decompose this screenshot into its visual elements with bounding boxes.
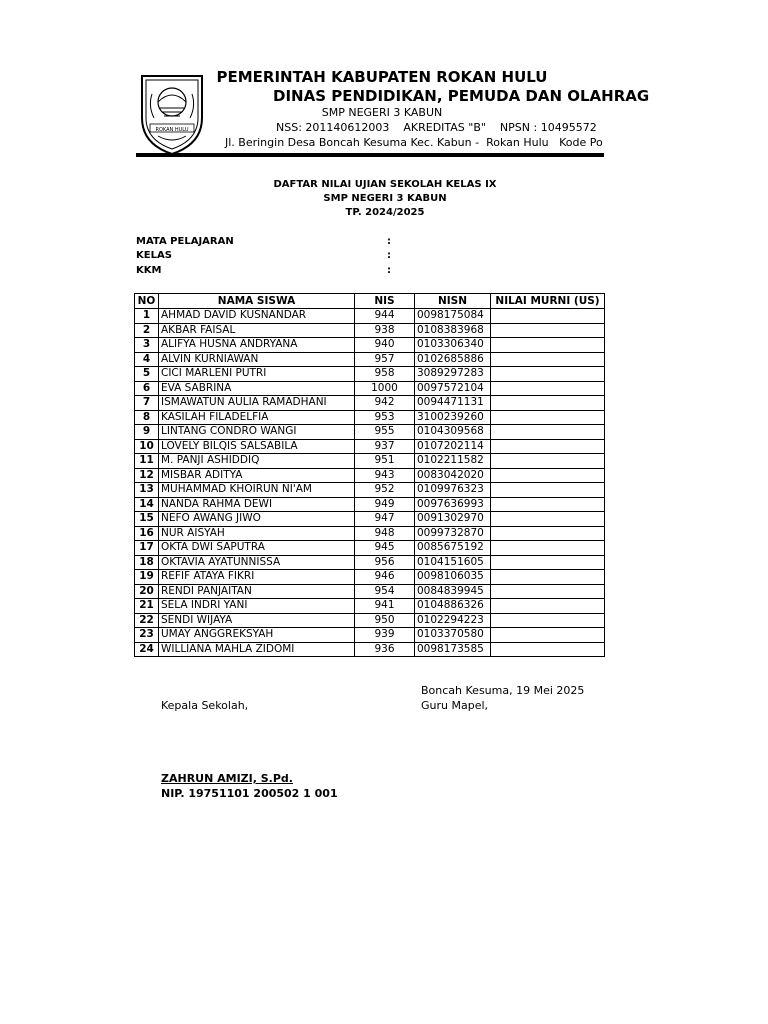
cell-nilai [491,613,605,628]
cell-nis: 937 [355,439,415,454]
cell-nisn: 0102211582 [415,454,491,469]
table-row [135,410,605,425]
table-row [135,381,605,396]
header-department: DINAS PENDIDIKAN, PEMUDA DAN OLAHRAG [273,87,650,105]
cell-nisn: 3100239260 [415,410,491,425]
cell-nis: 953 [355,410,415,425]
table-body [135,309,605,657]
cell-nama: LINTANG CONDRO WANGI [159,425,355,440]
table-row [135,526,605,541]
cell-nilai [491,338,605,353]
doc-subtitle-year: TP. 2024/2025 [345,207,425,218]
meta-kelas-colon: : [387,250,391,261]
cell-nama: WILLIANA MAHLA ZIDOMI [159,642,355,657]
table-row [135,454,605,469]
cell-no: 21 [135,599,159,614]
cell-nilai [491,628,605,643]
cell-nis: 939 [355,628,415,643]
cell-nisn: 0108383968 [415,323,491,338]
cell-nilai [491,396,605,411]
header-divider [136,153,604,157]
doc-title: DAFTAR NILAI UJIAN SEKOLAH KELAS IX [273,179,497,190]
cell-nis: 957 [355,352,415,367]
cell-no: 8 [135,410,159,425]
cell-nis: 955 [355,425,415,440]
cell-no: 6 [135,381,159,396]
table-row [135,497,605,512]
table-row [135,584,605,599]
cell-no: 4 [135,352,159,367]
table-row [135,309,605,324]
cell-nilai [491,352,605,367]
cell-nilai [491,497,605,512]
cell-no: 17 [135,541,159,556]
cell-nisn: 0103370580 [415,628,491,643]
cell-no: 10 [135,439,159,454]
meta-kkm-label: KKM [136,265,162,276]
cell-nis: 949 [355,497,415,512]
cell-nisn: 0091302970 [415,512,491,527]
cell-nisn: 0085675192 [415,541,491,556]
table-row [135,555,605,570]
cell-no: 16 [135,526,159,541]
cell-nisn: 0083042020 [415,468,491,483]
meta-mapel [136,236,391,247]
cell-nilai [491,541,605,556]
cell-no: 1 [135,309,159,324]
cell-nama: ALVIN KURNIAWAN [159,352,355,367]
cell-no: 3 [135,338,159,353]
cell-nisn: 0104309568 [415,425,491,440]
cell-nama: NEFO AWANG JIWO [159,512,355,527]
col-header-nilai: NILAI MURNI (US) [491,294,605,309]
cell-no: 13 [135,483,159,498]
table-row [135,599,605,614]
cell-no: 14 [135,497,159,512]
header-school: SMP NEGERI 3 KABUN [321,106,443,119]
cell-nis: 938 [355,323,415,338]
cell-nisn: 0097636993 [415,497,491,512]
cell-nilai [491,381,605,396]
table-row [135,642,605,657]
table-row [135,613,605,628]
cell-nama: REFIF ATAYA FIKRI [159,570,355,585]
cell-nilai [491,555,605,570]
cell-nisn: 0099732870 [415,526,491,541]
cell-no: 20 [135,584,159,599]
table-row [135,338,605,353]
cell-no: 2 [135,323,159,338]
cell-nisn: 0098173585 [415,642,491,657]
cell-nis: 940 [355,338,415,353]
meta-kelas [136,250,391,261]
cell-nilai [491,642,605,657]
cell-nilai [491,323,605,338]
cell-nis: 952 [355,483,415,498]
col-header-no: NO [135,294,159,309]
cell-nis: 936 [355,642,415,657]
meta-mapel-label: MATA PELAJARAN [136,236,234,247]
meta-mapel-colon: : [387,236,391,247]
cell-nilai [491,425,605,440]
cell-nama: NUR AISYAH [159,526,355,541]
cell-no: 24 [135,642,159,657]
cell-no: 15 [135,512,159,527]
table-row [135,541,605,556]
cell-no: 19 [135,570,159,585]
cell-nis: 1000 [355,381,415,396]
cell-nis: 951 [355,454,415,469]
principal-nip: NIP. 19751101 200502 1 001 [161,787,338,800]
table-row [135,439,605,454]
place-date: Boncah Kesuma, 19 Mei 2025 [421,684,585,697]
cell-nis: 945 [355,541,415,556]
meta-kkm [136,265,391,276]
table-row [135,512,605,527]
cell-nama: AKBAR FAISAL [159,323,355,338]
cell-nis: 950 [355,613,415,628]
cell-nisn: 0102685886 [415,352,491,367]
cell-no: 11 [135,454,159,469]
cell-nisn: 0109976323 [415,483,491,498]
table-row [135,396,605,411]
cell-nisn: 0097572104 [415,381,491,396]
cell-nama: AHMAD DAVID KUSNANDAR [159,309,355,324]
cell-nisn: 0104151605 [415,555,491,570]
cell-nilai [491,526,605,541]
cell-nama: ISMAWATUN AULIA RAMADHANI [159,396,355,411]
cell-nama: NANDA RAHMA DEWI [159,497,355,512]
cell-nilai [491,468,605,483]
meta-kelas-label: KELAS [136,250,172,261]
cell-nisn: 3089297283 [415,367,491,382]
cell-nama: SELA INDRI YANI [159,599,355,614]
meta-kkm-colon: : [387,265,391,276]
col-header-nis: NIS [355,294,415,309]
cell-nilai [491,454,605,469]
cell-no: 23 [135,628,159,643]
table-row [135,323,605,338]
cell-nisn: 0084839945 [415,584,491,599]
cell-nis: 944 [355,309,415,324]
cell-nama: MUHAMMAD KHOIRUN NI'AM [159,483,355,498]
table-row [135,367,605,382]
cell-nama: OKTAVIA AYATUNNISSA [159,555,355,570]
teacher-label: Guru Mapel, [421,699,489,712]
cell-nama: RENDI PANJAITAN [159,584,355,599]
cell-nilai [491,439,605,454]
cell-no: 5 [135,367,159,382]
cell-nama: OKTA DWI SAPUTRA [159,541,355,556]
cell-no: 22 [135,613,159,628]
cell-nisn: 0104886326 [415,599,491,614]
cell-nama: M. PANJI ASHIDDIQ [159,454,355,469]
cell-nis: 947 [355,512,415,527]
cell-nama: SENDI WIJAYA [159,613,355,628]
table-row [135,628,605,643]
cell-nilai [491,584,605,599]
cell-nis: 954 [355,584,415,599]
cell-nis: 958 [355,367,415,382]
principal-label: Kepala Sekolah, [161,699,249,712]
header-identifiers: NSS: 201140612003 AKREDITAS "B" NPSN : 10495572 [276,121,597,134]
cell-nama: KASILAH FILADELFIA [159,410,355,425]
principal-name: ZAHRUN AMIZI, S.Pd. [161,772,293,785]
cell-no: 7 [135,396,159,411]
cell-nama: UMAY ANGGREKSYAH [159,628,355,643]
col-header-nama: NAMA SISWA [159,294,355,309]
col-header-nisn: NISN [415,294,491,309]
cell-nilai [491,483,605,498]
cell-nilai [491,570,605,585]
cell-nama: MISBAR ADITYA [159,468,355,483]
table-row [135,468,605,483]
cell-nama: EVA SABRINA [159,381,355,396]
cell-nisn: 0098175084 [415,309,491,324]
cell-nilai [491,309,605,324]
cell-nisn: 0094471131 [415,396,491,411]
cell-nama: CICI MARLENI PUTRI [159,367,355,382]
cell-no: 9 [135,425,159,440]
cell-nilai [491,512,605,527]
header-address: Jl. Beringin Desa Boncah Kesuma Kec. Kabun - Rokan Hulu Kode Po [225,136,603,149]
cell-nisn: 0107202114 [415,439,491,454]
cell-nama: ALIFYA HUSNA ANDRYANA [159,338,355,353]
cell-nis: 948 [355,526,415,541]
table-row [135,425,605,440]
table-row [135,483,605,498]
logo-text: ROKAN HULU [155,127,189,133]
cell-nis: 956 [355,555,415,570]
table-row [135,570,605,585]
cell-nisn: 0098106035 [415,570,491,585]
cell-nilai [491,599,605,614]
cell-nilai [491,367,605,382]
cell-nisn: 0103306340 [415,338,491,353]
grades-table [134,293,605,657]
header-government: PEMERINTAH KABUPATEN ROKAN HULU [216,68,548,86]
cell-nis: 941 [355,599,415,614]
table-header-row [135,294,605,309]
cell-nis: 946 [355,570,415,585]
cell-nisn: 0102294223 [415,613,491,628]
cell-nama: LOVELY BILQIS SALSABILA [159,439,355,454]
table-row [135,352,605,367]
doc-subtitle-school: SMP NEGERI 3 KABUN [323,193,447,204]
cell-no: 12 [135,468,159,483]
cell-no: 18 [135,555,159,570]
cell-nilai [491,410,605,425]
cell-nis: 942 [355,396,415,411]
cell-nis: 943 [355,468,415,483]
